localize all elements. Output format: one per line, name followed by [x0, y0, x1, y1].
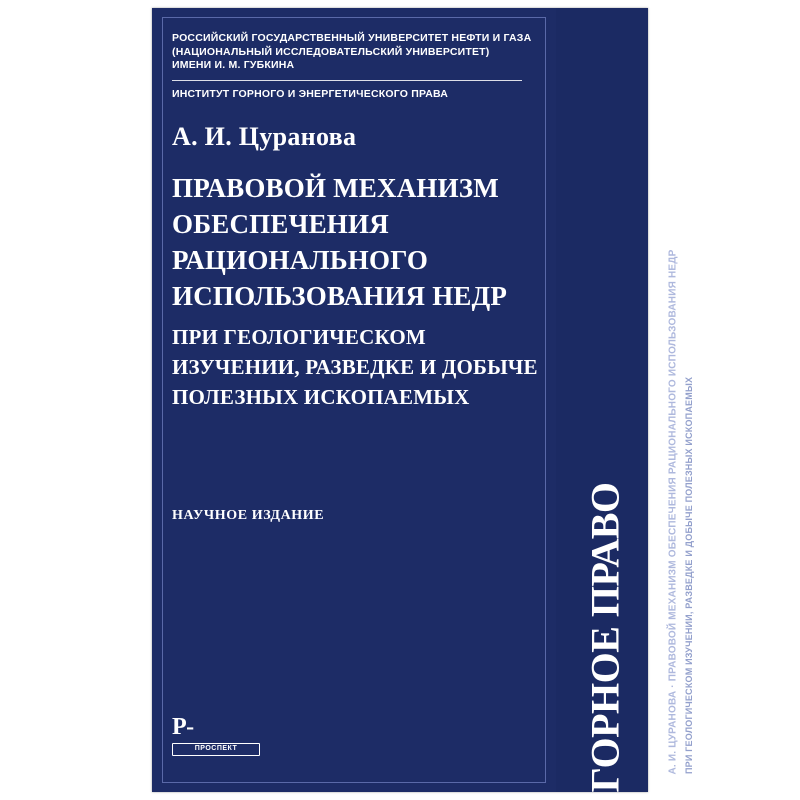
divider-rule [172, 80, 522, 81]
university-line-2: (НАЦИОНАЛЬНЫЙ ИССЛЕДОВАТЕЛЬСКИЙ УНИВЕРСИТЕТ) [172, 45, 490, 58]
publisher-name: ПРОСПЕКТ [194, 745, 238, 752]
publisher-logo-mark: Р- [172, 714, 194, 740]
spine-subtitle-line: ПРИ ГЕОЛОГИЧЕСКОМ ИЗУЧЕНИИ, РАЗВЕДКЕ И ДОБЫЧЕ ПОЛЕЗНЫХ ИСКОПАЕМЫХ [684, 376, 694, 774]
book-subtitle: ПРИ ГЕОЛОГИЧЕСКОМ ИЗУЧЕНИИ, РАЗВЕДКЕ И ДОБЫЧЕ ПОЛЕЗНЫХ ИСКОПАЕМЫХ [172, 325, 538, 409]
spine-series-title: ГОРНОЕ ПРАВО [582, 482, 628, 793]
author-name: А. И. Цуранова [172, 122, 357, 151]
university-line-1: РОССИЙСКИЙ ГОСУДАРСТВЕННЫЙ УНИВЕРСИТЕТ НЕФТИ И ГАЗА [172, 32, 532, 44]
book-spine [556, 8, 694, 793]
edition-type: НАУЧНОЕ ИЗДАНИЕ [172, 508, 325, 523]
institute-line: ИНСТИТУТ ГОРНОГО И ЭНЕРГЕТИЧЕСКОГО ПРАВА [172, 87, 449, 100]
publisher-logo-bar [172, 743, 260, 756]
book-title: ПРАВОВОЙ МЕХАНИЗМ ОБЕСПЕЧЕНИЯ РАЦИОНАЛЬНОГО ИСПОЛЬЗОВАНИЯ НЕДР [172, 173, 508, 311]
spine-author-title-line: А. И. ЦУРАНОВА · ПРАВОВОЙ МЕХАНИЗМ ОБЕСПЕЧЕНИЯ РАЦИОНАЛЬНОГО ИСПОЛЬЗОВАНИЯ НЕДР [667, 249, 679, 775]
publisher-logo [172, 715, 292, 756]
book-cover [152, 8, 694, 793]
publisher-block [172, 32, 532, 101]
cover-front-panel [152, 8, 558, 792]
university-line-3: ИМЕНИ И. М. ГУБКИНА [172, 59, 295, 71]
title-block [172, 170, 544, 412]
